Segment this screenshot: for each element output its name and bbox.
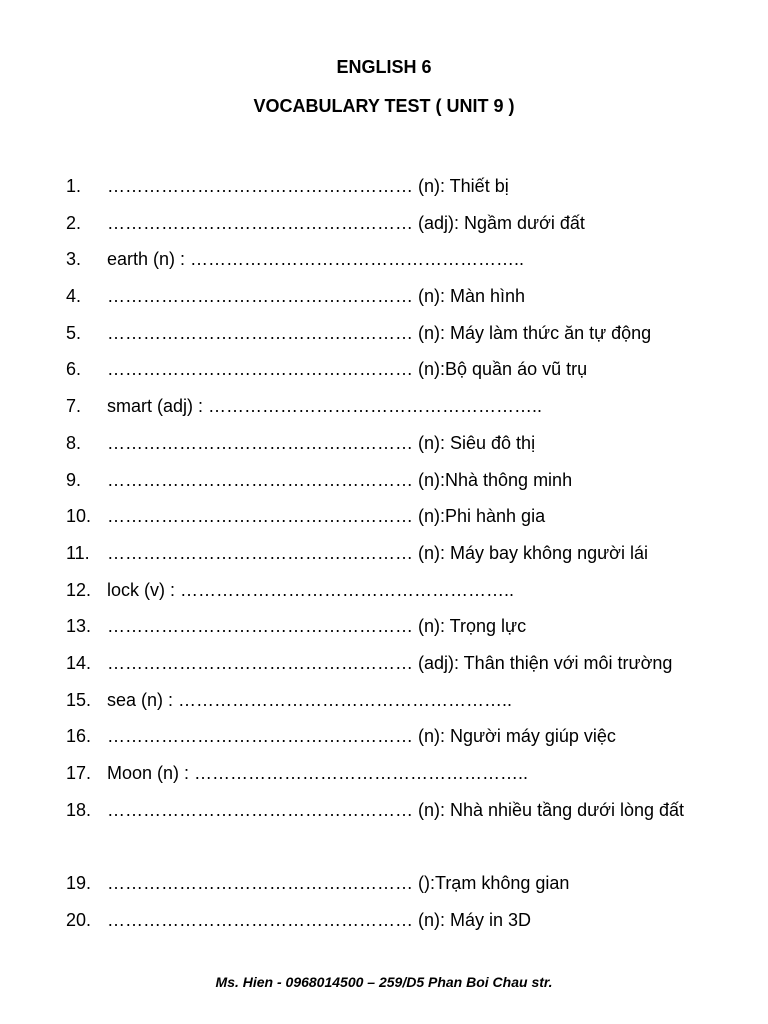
item-number: 9. [66,469,82,490]
item-text: …………………………………………… (n): Máy bay không người lái [107,542,648,563]
item-number: 10. [66,506,92,527]
list-item [0,462,768,499]
document-subtitle: VOCABULARY TEST ( UNIT 9 ) [253,96,515,116]
list-item [0,168,768,205]
list-item [0,608,768,645]
item-text: …………………………………………… (n): Máy làm thức ăn tự động [107,322,652,343]
list-item [0,315,768,352]
item-text: …………………………………………… (n):Phi hành gia [107,506,546,527]
footer-contact: Ms. Hien - 0968014500 – 259/D5 Phan Boi Chau str. [215,974,553,990]
item-number: 4. [66,286,82,307]
item-number: 13. [66,616,92,637]
item-text: smart (adj) : ……………………………………………….. [107,396,543,417]
item-number: 20. [66,909,92,930]
item-number: 6. [66,359,82,380]
vocabulary-list [0,168,768,938]
item-text: …………………………………………… (n):Nhà thông minh [107,469,573,490]
item-number: 1. [66,176,82,196]
item-text: …………………………………………… (adj): Thân thiện với môi trường [107,652,673,673]
list-item [0,535,768,572]
list-item [0,241,768,278]
item-number: 12. [66,579,92,600]
item-number: 16. [66,726,92,747]
document-title: ENGLISH 6 [336,57,432,77]
item-number: 19. [66,873,92,894]
item-text: …………………………………………… (adj): Ngầm dưới đất [107,212,585,233]
list-item [0,572,768,609]
item-number: 2. [66,212,82,233]
item-number: 8. [66,432,82,453]
item-text: …………………………………………… ():Trạm không gian [107,873,570,894]
item-text: …………………………………………… (n): Siêu đô thị [107,432,536,453]
list-item [0,865,768,902]
list-item [0,351,768,388]
list-item [0,425,768,462]
item-number: 3. [66,249,82,270]
item-number: 18. [66,799,92,820]
item-text: sea (n) : ……………………………………………….. [107,689,513,710]
item-number: 7. [66,396,82,417]
list-item [0,718,768,755]
list-item [0,278,768,315]
list-item [0,755,768,792]
list-item [0,498,768,535]
item-text: …………………………………………… (n):Bộ quần áo vũ trụ [107,359,588,380]
list-item [0,682,768,719]
list-item [0,205,768,242]
item-number: 5. [66,322,82,343]
list-item [0,645,768,682]
item-text: …………………………………………… (n): Thiết bị [107,176,509,196]
item-text: lock (v) : ……………………………………………….. [107,579,515,600]
list-item [0,792,768,865]
item-number: 17. [66,763,92,783]
list-item [0,388,768,425]
item-text: Moon (n) : ……………………………………………….. [107,763,529,783]
list-item [0,902,768,939]
item-number: 14. [66,652,92,673]
item-text: …………………………………………… (n): Màn hình [107,286,526,307]
item-text: …………………………………………… (n): Nhà nhiều tầng dưới lòng đất [107,799,685,820]
item-number: 15. [66,689,92,710]
item-text: earth (n) : ……………………………………………….. [107,249,525,270]
item-text: …………………………………………… (n): Máy in 3D [107,909,532,930]
item-text: …………………………………………… (n): Trọng lực [107,616,527,637]
item-number: 11. [66,542,90,563]
item-text: …………………………………………… (n): Người máy giúp việc [107,726,616,747]
